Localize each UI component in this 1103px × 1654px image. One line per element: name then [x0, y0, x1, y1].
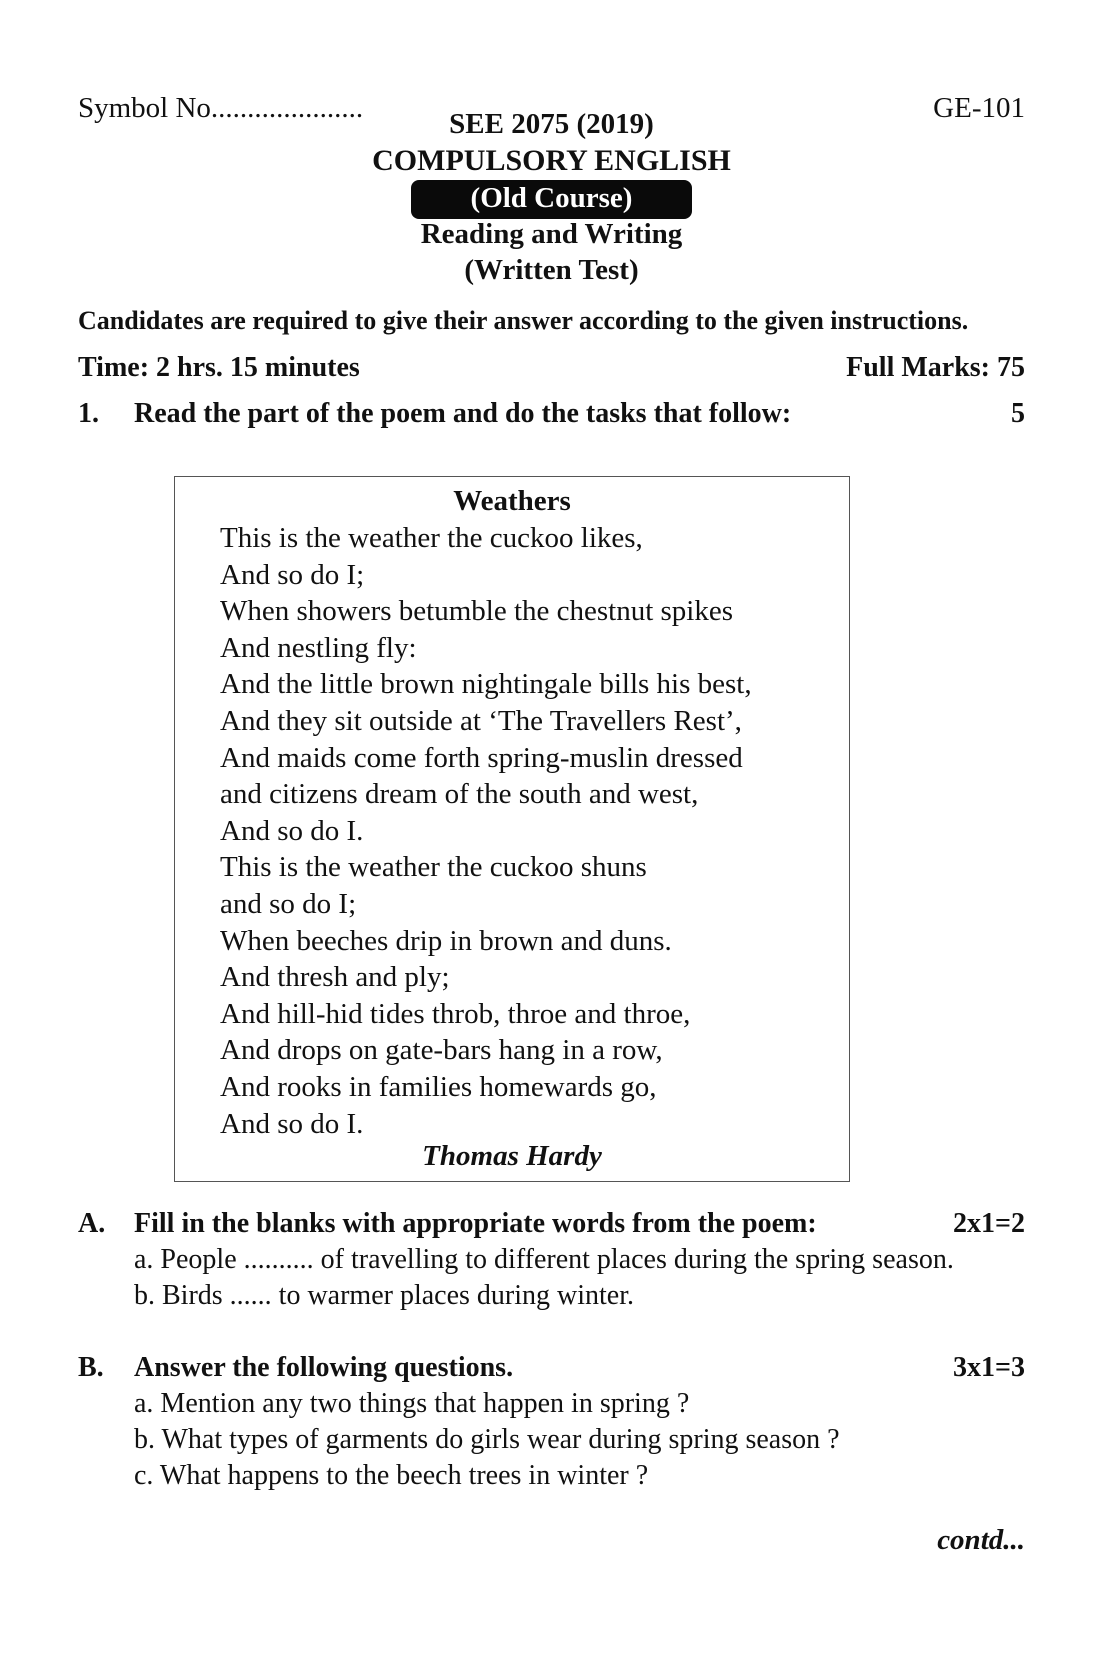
question-1-number: 1. — [78, 398, 99, 429]
poem-box — [174, 476, 850, 1182]
course-badge: (Old Course) — [411, 180, 693, 219]
poem-line: And the little brown nightingale bills his best, — [220, 668, 752, 701]
poem-lines — [220, 520, 752, 1142]
poem-line: When beeches drip in brown and duns. — [220, 924, 672, 957]
poem-line: And so do I. — [220, 1107, 364, 1140]
poem-line: And nestling fly: — [220, 631, 417, 664]
part-title: Reading and Writing — [420, 218, 683, 250]
section-a-label: A. — [78, 1208, 106, 1239]
poem-line: And rooks in families homewards go, — [220, 1070, 657, 1103]
question-1-text: Read the part of the poem and do the tasks that follow: — [134, 398, 792, 429]
poem-line: And drops on gate-bars hang in a row, — [220, 1034, 663, 1067]
section-b-label: B. — [78, 1352, 104, 1383]
paper-code: GE-101 — [933, 92, 1025, 124]
section-b-item: b. What types of garments do girls wear during spring season ? — [134, 1424, 840, 1455]
question-1-marks: 5 — [1011, 398, 1025, 429]
poem-line: and citizens dream of the south and west, — [220, 778, 699, 811]
poem-line: And hill-hid tides throb, throe and throe, — [220, 997, 691, 1030]
full-marks: Full Marks: 75 — [846, 352, 1025, 383]
section-a-item: a. People .......... of travelling to different places during the spring season. — [134, 1244, 954, 1275]
poem-line: And thresh and ply; — [220, 961, 450, 994]
poem-line: And they sit outside at ‘The Travellers Rest’, — [220, 704, 742, 737]
poem-line: This is the weather the cuckoo likes, — [220, 522, 643, 554]
poem-line: This is the weather the cuckoo shuns — [220, 851, 647, 884]
section-a-marks: 2x1=2 — [953, 1208, 1025, 1239]
continued-note: contd... — [937, 1524, 1025, 1556]
section-a-item: b. Birds ...... to warmer places during winter. — [134, 1280, 635, 1311]
course-badge-wrapper — [0, 180, 1103, 219]
section-b-item: c. What happens to the beech trees in winter ? — [134, 1460, 649, 1491]
poem-title: Weathers — [453, 485, 571, 517]
poem-line: When showers betumble the chestnut spikes — [220, 595, 734, 628]
subject-title: COMPULSORY ENGLISH — [372, 144, 731, 177]
section-a-text: Fill in the blanks with appropriate words from the poem: — [134, 1208, 817, 1239]
test-title: (Written Test) — [464, 254, 639, 286]
section-b-marks: 3x1=3 — [953, 1352, 1025, 1383]
poem-line: And so do I. — [220, 814, 364, 847]
poem-line: And maids come forth spring-muslin dressed — [220, 741, 743, 774]
section-b-item: a. Mention any two things that happen in spring ? — [134, 1388, 690, 1419]
time-allowed: Time: 2 hrs. 15 minutes — [78, 352, 360, 383]
poem-line: And so do I; — [220, 558, 365, 591]
section-b-text: Answer the following questions. — [134, 1352, 514, 1383]
symbol-number: Symbol No..................... — [78, 92, 364, 124]
poem-line: and so do I; — [220, 887, 357, 920]
instructions: Candidates are required to give their answer according to the given instructions. — [78, 306, 969, 335]
poem-author: Thomas Hardy — [422, 1140, 602, 1172]
exam-title: SEE 2075 (2019) — [449, 108, 654, 140]
